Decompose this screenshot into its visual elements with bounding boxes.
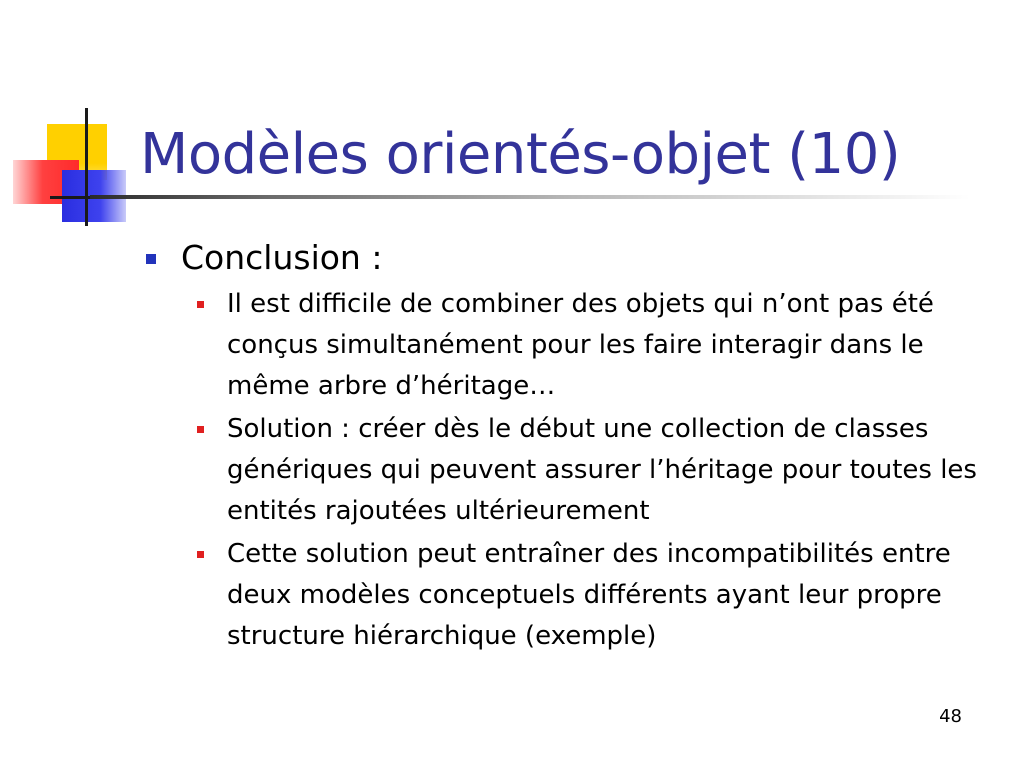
bullet-item-conclusion xyxy=(140,234,1000,282)
sub-bullet-text: Cette solution peut entraîner des incompatibilités entre deux modèles conceptuels différents ayant leur propre structure hiérarchique (exemple) xyxy=(227,539,951,651)
small-square-bullet-icon xyxy=(197,426,204,433)
slide-title: Modèles orientés-objet (10) xyxy=(140,122,901,187)
title-underline xyxy=(90,195,970,199)
small-square-bullet-icon xyxy=(197,301,204,308)
sub-bullet-item xyxy=(140,409,1000,532)
bullet-text: Conclusion : xyxy=(181,238,383,277)
slide-content xyxy=(140,234,1000,659)
small-square-bullet-icon xyxy=(197,551,204,558)
slide-logo xyxy=(0,0,200,240)
logo-vertical-line xyxy=(85,108,88,226)
square-bullet-icon xyxy=(146,254,156,264)
page-number: 48 xyxy=(939,706,962,727)
sub-bullet-text: Il est difficile de combiner des objets qui n’ont pas été conçus simultanément pour les faire interagir dans le même arbre d’héritage… xyxy=(227,289,934,401)
sub-bullet-list xyxy=(140,284,1000,657)
sub-bullet-text: Solution : créer dès le début une collection de classes génériques qui peuvent assurer l’héritage pour toutes les entités rajoutées ultérieurement xyxy=(227,414,977,526)
sub-bullet-item xyxy=(140,284,1000,407)
sub-bullet-item xyxy=(140,534,1000,657)
